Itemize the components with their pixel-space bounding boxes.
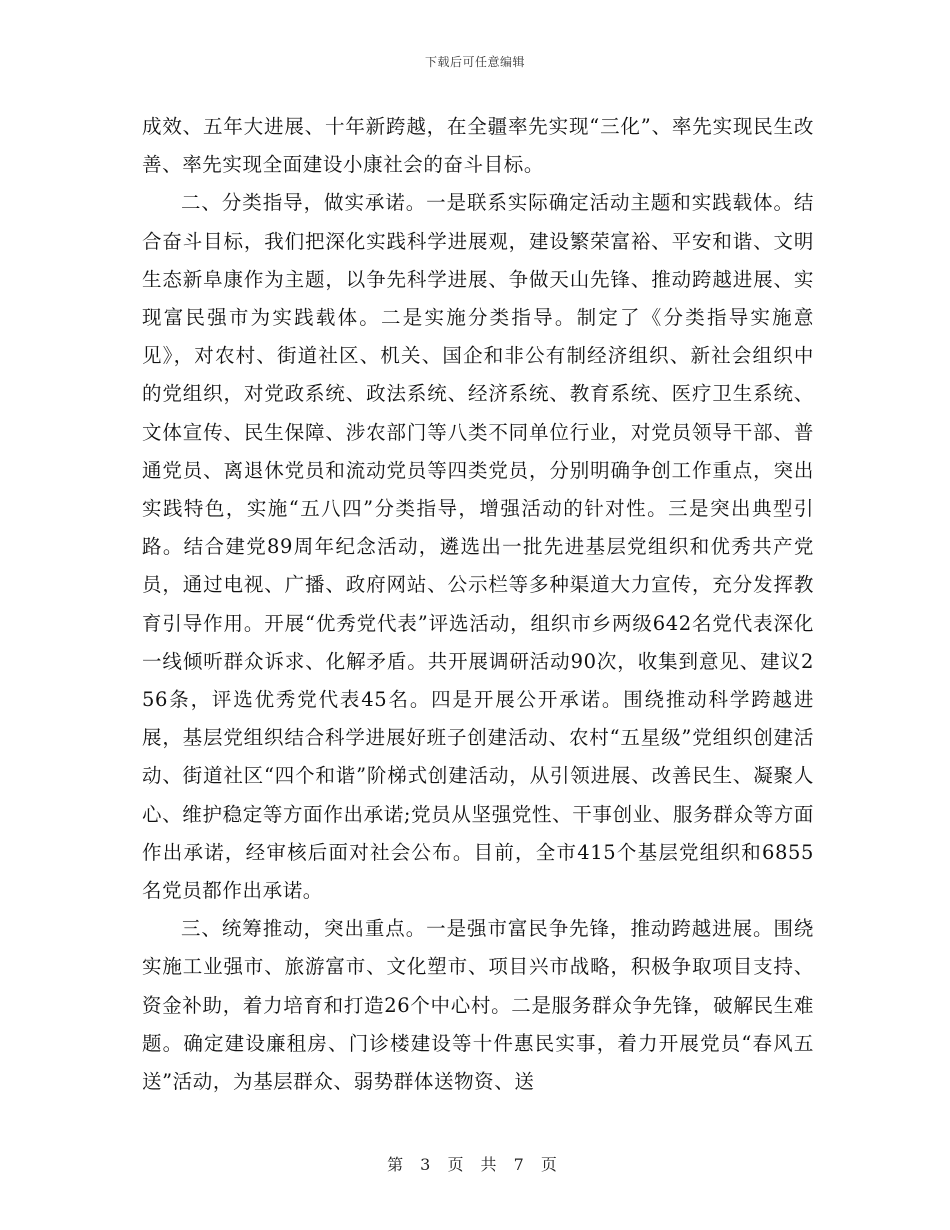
paragraph-section-two: 二、分类指导，做实承诺。一是联系实际确定活动主题和实践载体。结合奋斗目标，我们把深化实践科学进展观，建设繁荣富裕、平安和谐、文明生态新阜康作为主题，以争先科学进展、争做天山先锋、推动跨越进展、实现富民强市为实践载体。二是实施分类指导。制定了《分类指导实施意见》，对农村、街道社区、机关、国企和非公有制经济组织、新社会组织中的党组织，对党政系统、政法系统、经济系统、教育系统、医疗卫生系统、文体宣传、民生保障、涉农部门等八类不同单位行业，对党员领导干部、普通党员、离退休党员和流动党员等四类党员，分别明确争创工作重点，突出实践特色，实施“五八四”分类指导，增强活动的针对性。三是突出典型引路。结合建党89周年纪念活动，遴选出一批先进基层党组织和优秀共产党员，通过电视、广播、政府网站、公示栏等多种渠道大力宣传，充分发挥教育引导作用。开展“优秀党代表”评选活动，组织市乡两级642名党代表深化一线倾听群众诉求、化解矛盾。共开展调研活动90次，收集到意见、建议256条，评选优秀党代表45名。四是开展公开承诺。围绕推动科学跨越进展，基层党组织结合科学进展好班子创建活动、农村“五星级”党组织创建活动、街道社区“四个和谐”阶梯式创建活动，从引领进展、改善民生、凝聚人心、维护稳定等方面作出承诺;党员从坚强党性、干事创业、服务群众等方面作出承诺，经审核后面对社会公布。目前，全市415个基层党组织和6855名党员都作出承诺。: [142, 191, 814, 903]
page-header: 下载后可任意编辑: [424, 55, 525, 69]
page-number-footer: 第 3 页 共 7 页: [387, 1155, 563, 1174]
paragraph-continuation: 成效、五年大进展、十年新跨越，在全疆率先实现“三化”、率先实现民生改善、率先实现全面建设小康社会的奋斗目标。: [142, 115, 814, 177]
document-body: [142, 108, 814, 1101]
paragraph-section-three: 三、统筹推动，突出重点。一是强市富民争先锋，推动跨越进展。围绕实施工业强市、旅游富市、文化塑市、项目兴市战略，积极争取项目支持、资金补助，着力培育和打造26个中心村。二是服务群众争先锋，破解民生难题。确定建设廉租房、门诊楼建设等十件惠民实事，着力开展党员“春风五送”活动，为基层群众、弱势群体送物资、送: [142, 917, 814, 1094]
